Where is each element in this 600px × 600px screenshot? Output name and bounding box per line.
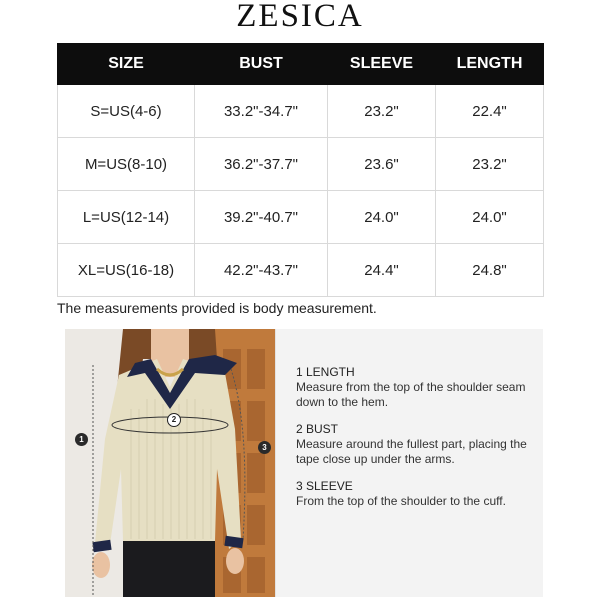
header-length: LENGTH (436, 44, 544, 85)
brand-logo: ZESICA (236, 0, 364, 34)
measurement-instructions (296, 365, 536, 521)
table-row (58, 191, 544, 244)
measurement-guide-panel (65, 329, 543, 597)
length-marker: 1 (75, 433, 88, 446)
table-row (58, 244, 544, 297)
table-row (58, 138, 544, 191)
bust-cell: 33.2"-34.7" (195, 85, 328, 138)
bust-cell: 36.2"-37.7" (195, 138, 328, 191)
length-cell: 24.0" (436, 191, 544, 244)
sleeve-cell: 23.6" (328, 138, 436, 191)
panel-divider (275, 329, 276, 597)
bust-cell: 39.2"-40.7" (195, 191, 328, 244)
length-cell: 24.8" (436, 244, 544, 297)
instruction-title: 3 SLEEVE (296, 479, 353, 493)
model-photo (65, 329, 275, 597)
header-size: SIZE (58, 44, 195, 85)
size-cell: XL=US(16-18) (58, 244, 195, 297)
measurement-note: The measurements provided is body measurement. (57, 300, 377, 316)
size-cell: S=US(4-6) (58, 85, 195, 138)
sleeve-cell: 24.4" (328, 244, 436, 297)
table-row (58, 85, 544, 138)
header-sleeve: SLEEVE (328, 44, 436, 85)
instruction-length (296, 365, 536, 410)
instruction-title: 1 LENGTH (296, 365, 355, 379)
size-cell: L=US(12-14) (58, 191, 195, 244)
bust-marker: 2 (167, 413, 181, 427)
sleeve-cell: 24.0" (328, 191, 436, 244)
length-cell: 22.4" (436, 85, 544, 138)
size-chart-table (57, 43, 544, 297)
sleeve-cell: 23.2" (328, 85, 436, 138)
instruction-text: Measure around the fullest part, placing the tape close up under the arms. (296, 437, 527, 466)
bust-cell: 42.2"-43.7" (195, 244, 328, 297)
sleeve-marker: 3 (258, 441, 271, 454)
table-header-row (58, 44, 544, 85)
instruction-bust (296, 422, 536, 467)
length-cell: 23.2" (436, 138, 544, 191)
instruction-text: Measure from the top of the shoulder seam down to the hem. (296, 380, 526, 409)
header-bust: BUST (195, 44, 328, 85)
size-cell: M=US(8-10) (58, 138, 195, 191)
instruction-text: From the top of the shoulder to the cuff. (296, 494, 506, 508)
instruction-title: 2 BUST (296, 422, 339, 436)
instruction-sleeve (296, 479, 536, 509)
